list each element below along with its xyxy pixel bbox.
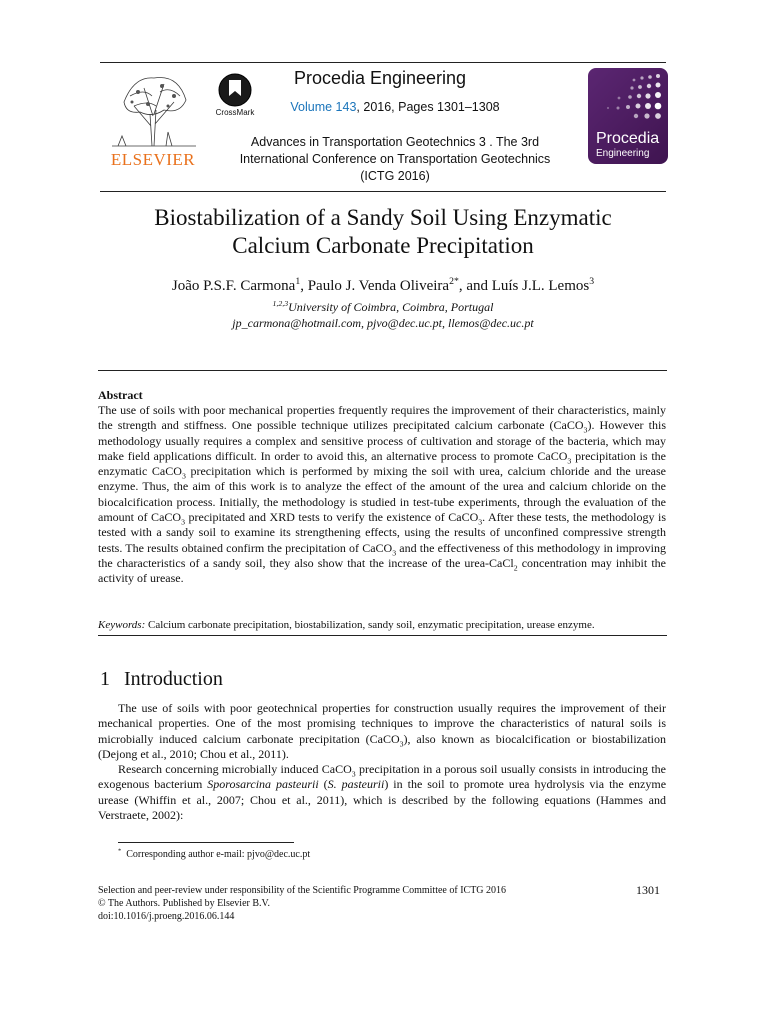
subscript: 2 — [513, 563, 518, 573]
section-title: Introduction — [124, 668, 223, 690]
author-sup: 2* — [449, 276, 459, 287]
abstract-text: . After these tests, the methodology is tested with a sandy soil to examine its strengthening effects, using the results of unconfined compressive strength tests. The results obtained confirm the precipitation of CaCO — [98, 510, 666, 555]
section-number: 1 — [100, 668, 110, 690]
intro-paragraph — [98, 762, 666, 823]
footer-text — [98, 884, 628, 923]
keywords-text: Calcium carbonate precipitation, biostabilization, sandy soil, enzymatic precipitation, urease enzyme. — [148, 619, 595, 631]
author-sup: 1 — [295, 276, 301, 287]
footer-line: Selection and peer-review under responsibility of the Scientific Programme Committee of ICTG 2016 — [98, 885, 507, 896]
abstract-top-rule — [98, 370, 667, 371]
volume-pages: , 2016, Pages 1301–1308 — [356, 100, 500, 114]
author-sup: 3 — [589, 276, 595, 287]
author-emails[interactable]: jp_carmona@hotmail.com, pjvo@dec.uc.pt, llemos@dec.uc.pt — [232, 316, 534, 330]
volume-line — [230, 100, 560, 114]
abstract-text: and the effectiveness of this methodology in improving the characteristics of a sandy soil, they also show that the increase of the urea-CaCl — [98, 540, 666, 570]
footnote — [118, 849, 310, 860]
page-number: 1301 — [636, 883, 660, 897]
abstract-text: The use of soils with poor mechanical properties frequently requires the improvement of their characteristics, mainly the strength and stiffness. One possible technique utilizes precipitated calcium carbonate (CaCO — [98, 403, 666, 433]
header-top-rule — [100, 62, 666, 63]
conference-info — [225, 134, 565, 185]
section-heading — [100, 668, 223, 691]
footnote-mark: * — [118, 847, 122, 855]
intro-text: ), also known as biocalcification or biostabilization (Dejong et al., 2010; Chou et al., 2011). — [98, 731, 666, 761]
abstract-text: precipitation is the enzymatic CaCO — [98, 448, 666, 479]
abstract-text: precipitation which is performed by mixing the soil with urea, calcium chloride and the urease enzyme. Thus, the aim of this work is to analyze the effect of the amount of the urea and calcium chloride on the biocalcification process. Initially, the methodology is studied in test-tube experiments, through the evaluation of the amount of CaCO — [98, 464, 667, 525]
paper-title — [100, 204, 666, 260]
subscript: 3 — [181, 471, 186, 481]
keywords-rule — [98, 635, 667, 636]
author-name: , and Luís J.L. Lemos — [458, 278, 590, 294]
intro-text: The use of soils with poor geotechnical properties for construction usually requires the improvement of their mechanical properties. One of the most promising techniques to improve the characteristics of natural soils is microbially induced calcium carbonate precipitation (CaCO — [98, 701, 666, 746]
journal-name[interactable]: Procedia Engineering — [293, 68, 467, 88]
abstract-text: concentration may inhibit the activity of urease. — [98, 555, 666, 586]
volume-link[interactable]: Volume 143 — [290, 100, 357, 114]
intro-text: ) in the soil to promote urea hydrolysis via the enzyme urease (Whiffin et al., 2007; Chou et al., 2011), which is described by the following equations (Hammes and Verstraete, 2002): — [98, 777, 667, 823]
keywords-line — [98, 619, 666, 631]
intro-text: ( — [318, 777, 328, 792]
keywords-label: Keywords: — [98, 619, 146, 631]
author-name: , Paulo J. Venda Oliveira — [300, 278, 450, 294]
footer-line: © The Authors. Published by Elsevier B.V. — [98, 898, 270, 909]
species-name: Sporosarcina pasteurii — [207, 777, 319, 792]
subscript: 3 — [351, 769, 356, 779]
conference-line: International Conference on Transportation Geotechnics — [239, 152, 551, 166]
author-list — [100, 278, 666, 295]
paper-title-line: Biostabilization of a Sandy Soil Using Enzymatic — [154, 205, 612, 230]
procedia-engineering-logo[interactable] — [588, 68, 668, 164]
subscript: 3 — [583, 425, 588, 435]
elsevier-wordmark: ELSEVIER — [110, 150, 196, 169]
crossmark-label: CrossMark — [215, 108, 255, 117]
intro-text: Research concerning microbially induced CaCO — [118, 762, 352, 777]
subscript: 3 — [392, 548, 397, 558]
subscript: 3 — [478, 517, 483, 527]
elsevier-logo[interactable] — [104, 66, 202, 170]
species-abbrev: S. pasteurii — [327, 777, 385, 792]
abstract-body — [98, 403, 666, 587]
abstract-text: precipitated and XRD tests to verify the existence of CaCO — [184, 510, 479, 525]
paper-title-line: Calcium Carbonate Precipitation — [232, 233, 534, 258]
subscript: 3 — [181, 517, 185, 527]
header-bottom-rule — [100, 191, 666, 192]
intro-paragraph — [98, 701, 666, 762]
footnote-text: Corresponding author e-mail: pjvo@dec.uc.pt — [126, 849, 311, 860]
procedia-tile-title: Procedia — [596, 130, 660, 147]
subscript: 3 — [399, 738, 404, 748]
author-name: João P.S.F. Carmona — [171, 278, 296, 294]
footnote-rule — [118, 842, 294, 843]
affiliation-sup: 1,2,3 — [272, 299, 289, 308]
intro-text: precipitation in a porous soil usually consists in introducing the exogenous bacterium — [98, 762, 667, 792]
doi[interactable]: doi:10.1016/j.proeng.2016.06.144 — [98, 911, 235, 922]
procedia-tile-subtitle: Engineering — [596, 148, 650, 159]
affiliation-text: University of Coimbra, Coimbra, Portugal — [288, 300, 494, 314]
affiliation — [100, 300, 666, 315]
subscript: 3 — [567, 456, 572, 466]
abstract-heading: Abstract — [98, 388, 143, 402]
conference-line: Advances in Transportation Geotechnics 3 . The 3rd — [250, 135, 540, 149]
elsevier-tree-logo — [104, 66, 202, 150]
abstract-text: ). However this methodology usually requires a complex and sensitive process of cultivation and storage of the bacteria, which may make field applications difficult. In order to avoid this, an alternative process to promote CaCO — [98, 418, 666, 463]
conference-line: (ICTG 2016) — [360, 169, 430, 183]
intro-body — [98, 701, 666, 823]
